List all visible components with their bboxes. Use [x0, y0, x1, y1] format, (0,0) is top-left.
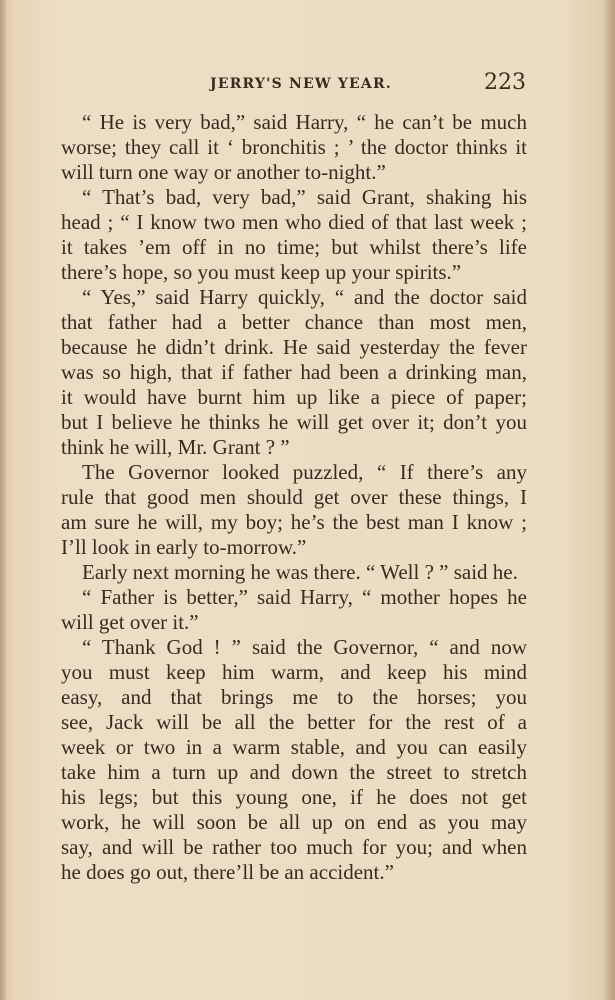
text-line: you must keep him warm, and keep his mind	[61, 660, 527, 684]
text-line: “ Father is better,” said Harry, “ mother hopes he	[82, 585, 527, 609]
text-line: it takes ’em off in no time; but whilst there’s life	[61, 235, 527, 259]
text-line: there’s hope, so you must keep up your spirits.”	[61, 260, 462, 284]
text-line: that father had a better chance than most men,	[61, 310, 527, 334]
page-gutter	[0, 0, 6, 1000]
text-line: “ He is very bad,” said Harry, “ he can’t be much	[82, 110, 527, 134]
text-line: rule that good men should get over these things, I	[61, 485, 527, 509]
text-line: head ; “ I know two men who died of that last week ;	[61, 210, 527, 234]
running-head: JERRY'S NEW YEAR.	[210, 76, 392, 92]
text-line: Early next morning he was there. “ Well ? ” said he.	[82, 560, 518, 584]
text-line: it would have burnt him up like a piece of paper;	[61, 385, 527, 409]
text-line: he does go out, there’ll be an accident.”	[61, 860, 394, 884]
text-line: “ Thank God ! ” said the Governor, “ and now	[82, 635, 527, 659]
text-line: will get over it.”	[61, 610, 199, 634]
text-line: “ That’s bad, very bad,” said Grant, shaking his	[82, 185, 527, 209]
text-line: say, and will be rather too much for you; and when	[61, 835, 527, 859]
body-text	[61, 110, 527, 885]
text-line: easy, and that brings me to the horses; you	[61, 685, 527, 709]
page-number: 223	[484, 70, 526, 95]
page-edge	[603, 0, 615, 1000]
text-line: am sure he will, my boy; he’s the best man I know ;	[61, 510, 527, 534]
text-line: but I believe he thinks he will get over it; don’t you	[61, 410, 527, 434]
text-line: take him a turn up and down the street to stretch	[61, 760, 527, 784]
text-line: because he didn’t drink. He said yesterday the fever	[61, 335, 527, 359]
text-line: think he will, Mr. Grant ? ”	[61, 435, 290, 459]
text-line: The Governor looked puzzled, “ If there’s any	[82, 460, 527, 484]
text-line: work, he will soon be all up on end as you may	[61, 810, 527, 834]
text-line: his legs; but this young one, if he does not get	[61, 785, 527, 809]
text-line: week or two in a warm stable, and you can easily	[61, 735, 527, 759]
page-header	[60, 70, 526, 96]
text-line: “ Yes,” said Harry quickly, “ and the doctor said	[82, 285, 527, 309]
text-line: was so high, that if father had been a drinking man,	[61, 360, 527, 384]
text-line: worse; they call it ‘ bronchitis ; ’ the doctor thinks it	[61, 135, 527, 159]
text-line: will turn one way or another to-night.”	[61, 160, 386, 184]
text-line: I’ll look in early to-morrow.”	[61, 535, 307, 559]
text-line: see, Jack will be all the better for the rest of a	[61, 710, 527, 734]
